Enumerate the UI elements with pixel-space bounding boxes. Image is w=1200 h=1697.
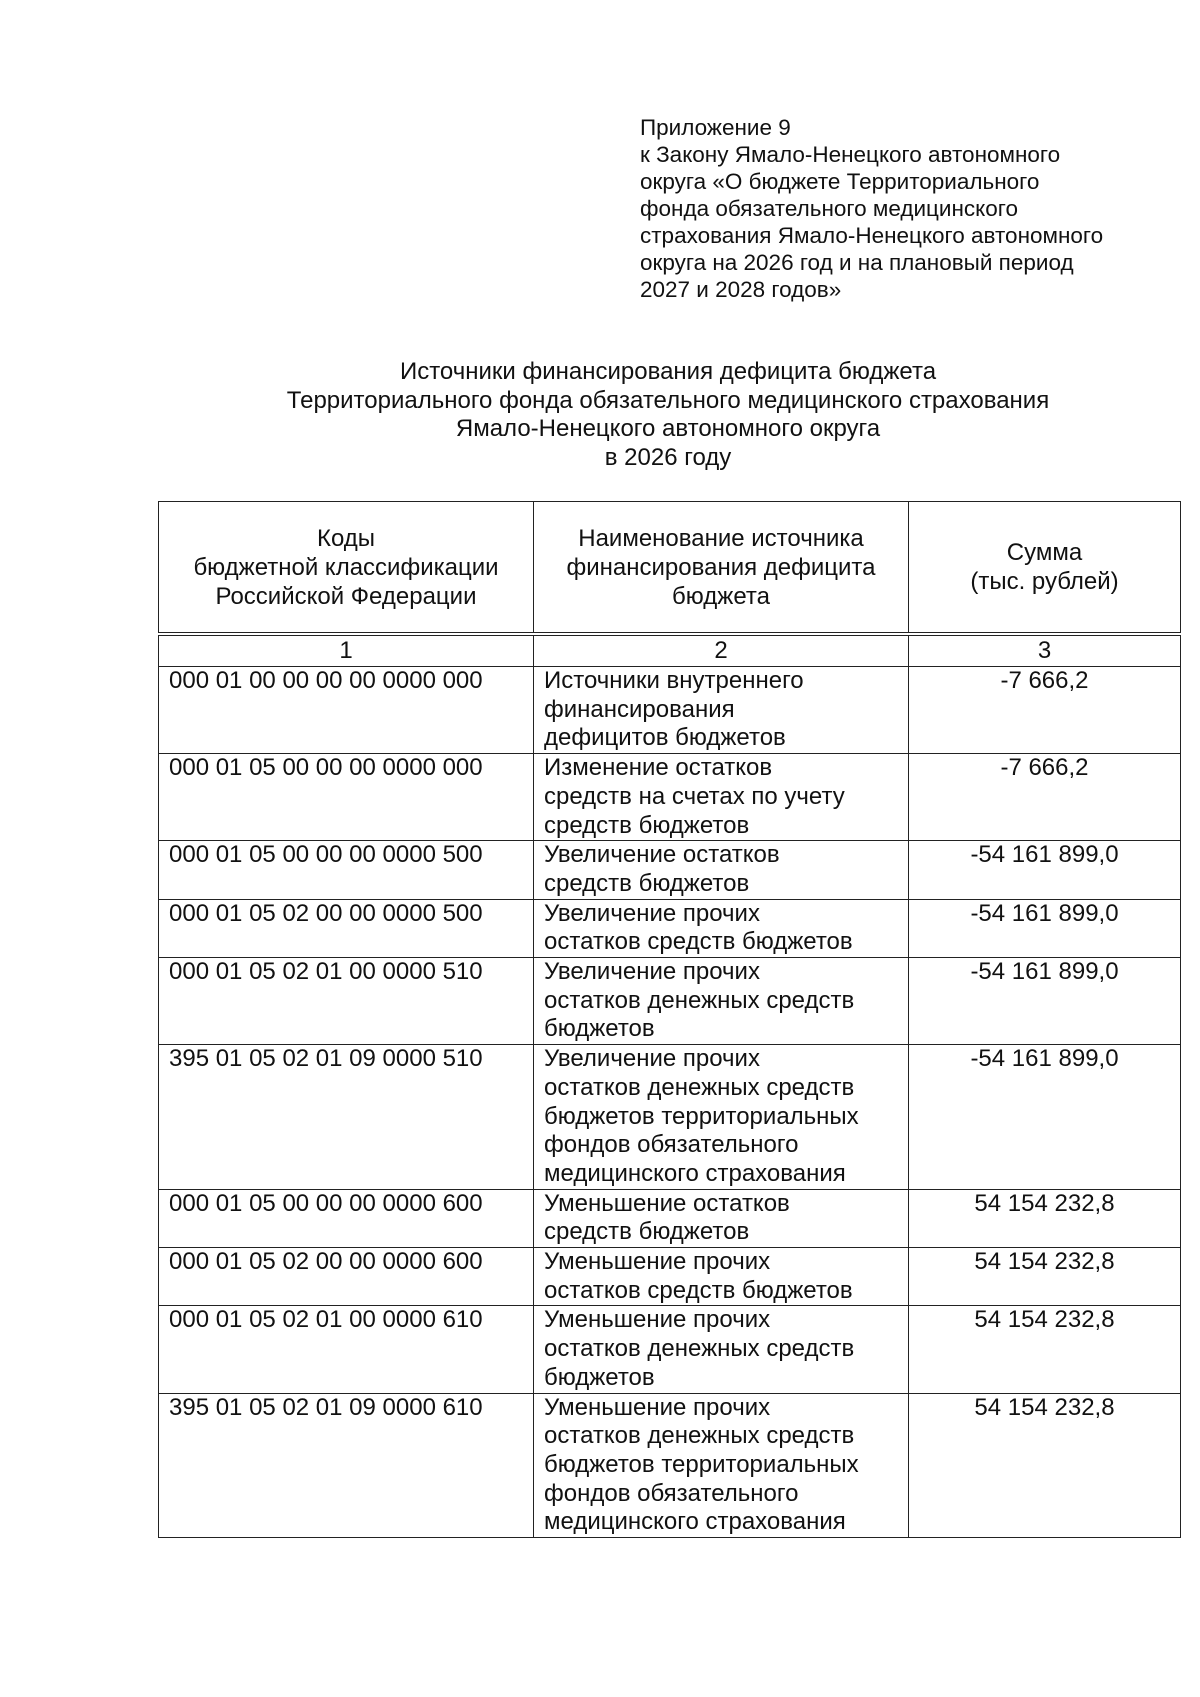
- header-line: бюджетной классификации: [193, 553, 499, 581]
- table-row: [159, 1045, 1181, 1190]
- header-line: финансирования дефицита: [566, 553, 876, 581]
- header-line: Наименование источника: [578, 524, 864, 552]
- budget-code-cell: 000 01 05 02 00 00 0000 500: [159, 899, 534, 957]
- appendix-line: округа на 2026 год и на плановый период: [640, 250, 1074, 275]
- table-row: [159, 958, 1181, 1045]
- source-name-line: средств бюджетов: [544, 1218, 750, 1246]
- budget-code-cell: 395 01 05 02 01 09 0000 610: [159, 1393, 534, 1538]
- amount-cell: -7 666,2: [909, 667, 1181, 754]
- column-number-row: [159, 634, 1181, 667]
- amount-cell: -54 161 899,0: [909, 841, 1181, 899]
- header-line: (тыс. рублей): [970, 568, 1119, 595]
- appendix-line: фонда обязательного медицинского: [640, 196, 1019, 221]
- amount-cell: 54 154 232,8: [909, 1189, 1181, 1247]
- table-row: [159, 1393, 1181, 1538]
- source-name-line: средств на счетах по учету: [544, 782, 845, 810]
- source-name-line: Увеличение прочих: [544, 958, 760, 986]
- budget-code-cell: 000 01 05 02 00 00 0000 600: [159, 1248, 534, 1306]
- source-name-line: Увеличение остатков: [544, 841, 780, 869]
- source-name-line: бюджетов территориальных: [544, 1102, 859, 1130]
- source-name-line: бюджетов: [544, 1363, 655, 1391]
- amount-cell: 54 154 232,8: [909, 1248, 1181, 1306]
- budget-code-cell: 000 01 05 00 00 00 0000 500: [159, 841, 534, 899]
- budget-code-cell: 000 01 00 00 00 00 0000 000: [159, 667, 534, 754]
- appendix-line: 2027 и 2028 годов»: [640, 277, 842, 302]
- source-name-cell: [534, 754, 909, 841]
- appendix-line: округа «О бюджете Территориального: [640, 169, 1040, 194]
- source-name-line: средств бюджетов: [544, 869, 750, 897]
- source-name-cell: [534, 1306, 909, 1393]
- source-name-line: медицинского страхования: [544, 1159, 846, 1187]
- source-name-line: Изменение остатков: [544, 754, 773, 782]
- header-line: бюджета: [672, 582, 770, 610]
- appendix-line: страхования Ямало-Ненецкого автономного: [640, 223, 1104, 248]
- title-line: в 2026 году: [604, 443, 732, 471]
- source-name-cell: [534, 841, 909, 899]
- source-name-cell: [534, 899, 909, 957]
- amount-cell: -54 161 899,0: [909, 1045, 1181, 1190]
- amount-cell: 54 154 232,8: [909, 1393, 1181, 1538]
- source-name-line: Уменьшение прочих: [544, 1393, 771, 1421]
- source-name-line: остатков средств бюджетов: [544, 1276, 853, 1304]
- header-sum: [909, 502, 1181, 635]
- source-name-cell: [534, 1045, 909, 1190]
- amount-cell: 54 154 232,8: [909, 1306, 1181, 1393]
- header-line: Сумма: [1006, 539, 1083, 566]
- appendix-line: Приложение 9: [640, 115, 791, 140]
- title-line: Источники финансирования дефицита бюджета: [399, 358, 937, 385]
- source-name-line: фондов обязательного: [544, 1479, 799, 1507]
- appendix-line: к Закону Ямало-Ненецкого автономного: [640, 142, 1061, 167]
- source-name-cell: [534, 958, 909, 1045]
- column-number: 2: [534, 634, 909, 667]
- header-line: Коды: [316, 524, 376, 552]
- table-row: [159, 841, 1181, 899]
- column-number: 1: [159, 634, 534, 667]
- source-name-line: бюджетов территориальных: [544, 1450, 859, 1478]
- source-name-line: медицинского страхования: [544, 1508, 846, 1536]
- amount-cell: -54 161 899,0: [909, 899, 1181, 957]
- source-name-line: бюджетов: [544, 1015, 655, 1043]
- table-row: [159, 667, 1181, 754]
- title-line: Ямало-Ненецкого автономного округа: [455, 415, 881, 442]
- source-name-cell: [534, 1189, 909, 1247]
- source-name-line: Уменьшение прочих: [544, 1306, 771, 1334]
- amount-cell: -54 161 899,0: [909, 958, 1181, 1045]
- table-row: [159, 754, 1181, 841]
- column-number: 3: [909, 634, 1181, 667]
- appendix-note: [640, 114, 1180, 303]
- table-row: [159, 1306, 1181, 1393]
- source-name-cell: [534, 667, 909, 754]
- source-name-line: финансирования: [544, 695, 735, 723]
- header-codes: [159, 502, 534, 635]
- title-line: Территориального фонда обязательного медицинского страхования: [286, 386, 1050, 414]
- source-name-line: средств бюджетов: [544, 811, 750, 839]
- header-row: [159, 502, 1181, 635]
- source-name-line: фондов обязательного: [544, 1131, 799, 1159]
- source-name-line: Увеличение прочих: [544, 1045, 760, 1073]
- financing-sources-table: [158, 501, 1181, 1538]
- table-row: [159, 1189, 1181, 1247]
- budget-code-cell: 000 01 05 00 00 00 0000 000: [159, 754, 534, 841]
- header-line: Российской Федерации: [215, 582, 477, 610]
- document-title: [158, 358, 1178, 472]
- source-name-line: Источники внутреннего: [544, 667, 804, 694]
- source-name-line: остатков денежных средств: [544, 1335, 855, 1363]
- source-name-line: остатков денежных средств: [544, 986, 855, 1014]
- source-name-line: Увеличение прочих: [544, 899, 760, 927]
- budget-code-cell: 000 01 05 00 00 00 0000 600: [159, 1189, 534, 1247]
- source-name-line: Уменьшение прочих: [544, 1248, 771, 1276]
- table-row: [159, 1248, 1181, 1306]
- amount-cell: -7 666,2: [909, 754, 1181, 841]
- source-name-cell: [534, 1248, 909, 1306]
- source-name-cell: [534, 1393, 909, 1538]
- table-row: [159, 899, 1181, 957]
- source-name-line: остатков денежных средств: [544, 1073, 855, 1101]
- budget-code-cell: 000 01 05 02 01 00 0000 510: [159, 958, 534, 1045]
- header-name: [534, 502, 909, 635]
- source-name-line: дефицитов бюджетов: [544, 724, 786, 752]
- budget-code-cell: 000 01 05 02 01 00 0000 610: [159, 1306, 534, 1393]
- budget-code-cell: 395 01 05 02 01 09 0000 510: [159, 1045, 534, 1190]
- source-name-line: остатков средств бюджетов: [544, 928, 853, 956]
- source-name-line: Уменьшение остатков: [544, 1189, 790, 1217]
- source-name-line: остатков денежных средств: [544, 1422, 855, 1450]
